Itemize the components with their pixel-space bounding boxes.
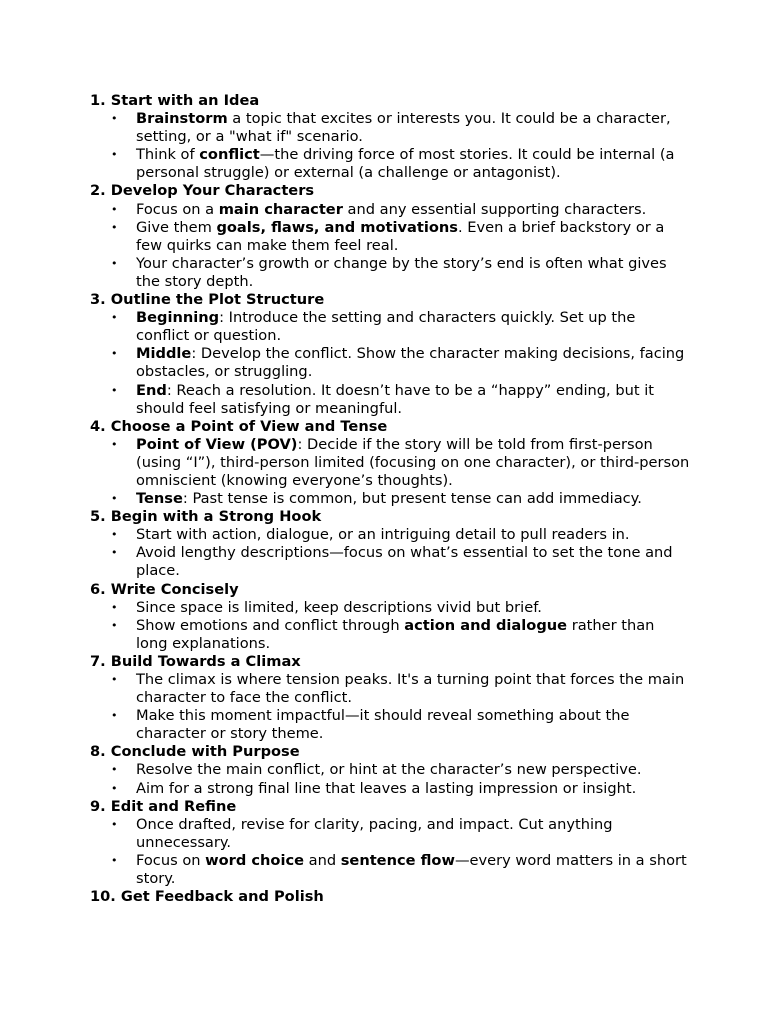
body-text: Aim for a strong final line that leaves a lasting impression or insight. (136, 779, 637, 797)
bold-text: Middle (136, 345, 192, 363)
body-text: Start with action, dialogue, or an intriguing detail to pull readers in. (136, 526, 630, 544)
section-title: 3. Outline the Plot Structure (90, 291, 325, 309)
bullet-dot-icon: • (111, 148, 118, 162)
bold-text: Beginning (136, 309, 220, 327)
section-title: 2. Develop Your Characters (90, 182, 315, 200)
section (90, 508, 690, 580)
body-text: Focus on a (136, 200, 219, 218)
bullet-item (90, 544, 690, 580)
bullet-dot-icon: • (111, 853, 118, 867)
section (90, 743, 690, 797)
bullet-item (90, 617, 690, 653)
body-text: : Develop the conflict. Show the character making decisions, facing obstacles, or struggling. (136, 345, 685, 381)
body-text: Avoid lengthy descriptions—focus on what’s essential to set the tone and place. (136, 544, 673, 580)
bullet-item (90, 219, 690, 255)
body-text: Give them (136, 218, 217, 236)
section (90, 182, 690, 291)
bullet-list (90, 309, 690, 418)
bullet-item (90, 146, 690, 182)
bullet-item (90, 255, 690, 291)
body-text: Show emotions and conflict through (136, 616, 405, 634)
section (90, 92, 690, 182)
bullet-list (90, 526, 690, 580)
bullet-dot-icon: • (111, 437, 118, 451)
bullet-dot-icon: • (111, 347, 118, 361)
bullet-dot-icon: • (111, 492, 118, 506)
section-title: 7. Build Towards a Climax (90, 652, 301, 670)
body-text: Focus on (136, 851, 206, 869)
bullet-item (90, 780, 690, 798)
section-title: 6. Write Concisely (90, 580, 239, 598)
bold-text: word choice (205, 851, 304, 869)
bullet-dot-icon: • (111, 220, 118, 234)
bullet-dot-icon: • (111, 528, 118, 542)
section-title: 10. Get Feedback and Polish (90, 888, 324, 906)
body-text: Since space is limited, keep descriptions vivid but brief. (136, 598, 542, 616)
document-page (90, 92, 690, 906)
body-text: . Even a brief backstory or a few quirks can make them feel real. (136, 218, 665, 254)
bullet-item (90, 526, 690, 544)
bullet-item (90, 816, 690, 852)
bold-text: goals, flaws, and motivations (216, 218, 458, 236)
bullet-dot-icon: • (111, 112, 118, 126)
body-text: The climax is where tension peaks. It's a turning point that forces the main character to face the conflict. (136, 671, 685, 707)
bullet-item (90, 852, 690, 888)
bullet-dot-icon: • (111, 311, 118, 325)
bullet-list (90, 816, 690, 888)
bold-text: End (136, 381, 167, 399)
bold-text: main character (218, 200, 343, 218)
body-text: rather than long explanations. (136, 616, 655, 652)
bullet-item (90, 761, 690, 779)
body-text: Your character’s growth or change by the story’s end is often what gives the story depth. (136, 254, 667, 290)
bullet-item (90, 345, 690, 381)
bold-text: action and dialogue (404, 616, 568, 634)
bullet-item (90, 382, 690, 418)
bullet-item (90, 309, 690, 345)
bullet-item (90, 201, 690, 219)
section (90, 581, 690, 653)
body-text: : Reach a resolution. It doesn’t have to be a “happy” ending, but it should feel satisfying or meaningful. (136, 381, 654, 417)
bold-text: Point of View (POV) (136, 435, 298, 453)
body-text: : Introduce the setting and characters quickly. Set up the conflict or question. (136, 309, 636, 345)
bullet-list (90, 436, 690, 508)
section-list (90, 92, 690, 906)
body-text: —the driving force of most stories. It could be internal (a personal struggle) or external (a challenge or antagonist). (136, 146, 675, 182)
section-title: 1. Start with an Idea (90, 92, 260, 109)
bullet-dot-icon: • (111, 383, 118, 397)
body-text: Resolve the main conflict, or hint at the character’s new perspective. (136, 761, 642, 779)
bullet-dot-icon: • (111, 709, 118, 723)
bullet-item (90, 436, 690, 490)
bullet-item (90, 671, 690, 707)
bold-text: Brainstorm (136, 110, 228, 128)
bold-text: sentence flow (340, 851, 455, 869)
bold-text: Tense (136, 490, 183, 508)
body-text: Once drafted, revise for clarity, pacing, and impact. Cut anything unnecessary. (136, 815, 613, 851)
bullet-item (90, 490, 690, 508)
section (90, 653, 690, 743)
bullet-dot-icon: • (111, 256, 118, 270)
bullet-dot-icon: • (111, 202, 118, 216)
bullet-dot-icon: • (111, 546, 118, 560)
body-text: and any essential supporting characters. (342, 200, 647, 218)
body-text: —every word matters in a short story. (136, 851, 687, 888)
bullet-list (90, 110, 690, 182)
section (90, 291, 690, 418)
section (90, 798, 690, 888)
body-text: Think of (136, 146, 200, 164)
bullet-dot-icon: • (111, 763, 118, 777)
section (90, 888, 690, 906)
body-text: and (304, 851, 341, 869)
bullet-item (90, 707, 690, 743)
body-text: a topic that excites or interests you. It could be a character, setting, or a "what if" scenario. (136, 110, 671, 146)
bullet-dot-icon: • (111, 600, 118, 614)
section-title: 8. Conclude with Purpose (90, 743, 300, 761)
bullet-dot-icon: • (111, 781, 118, 795)
section-title: 5. Begin with a Strong Hook (90, 508, 322, 526)
body-text: Make this moment impactful—it should reveal something about the character or story theme. (136, 707, 630, 743)
bullet-item (90, 110, 690, 146)
bullet-dot-icon: • (111, 817, 118, 831)
bullet-dot-icon: • (111, 673, 118, 686)
bullet-list (90, 671, 690, 743)
bullet-item (90, 599, 690, 617)
body-text: : Decide if the story will be told from first-person (using “I”), third-person limited (focusing on one character), or third-person omniscient (knowing everyone’s thoughts). (136, 435, 690, 489)
bullet-dot-icon: • (111, 618, 118, 632)
section-title: 9. Edit and Refine (90, 797, 237, 815)
bullet-list (90, 201, 690, 291)
section (90, 418, 690, 508)
body-text: : Past tense is common, but present tense can add immediacy. (182, 490, 642, 508)
section-title: 4. Choose a Point of View and Tense (90, 417, 388, 435)
bold-text: conflict (199, 146, 260, 164)
bullet-list (90, 599, 690, 653)
bullet-list (90, 761, 690, 797)
